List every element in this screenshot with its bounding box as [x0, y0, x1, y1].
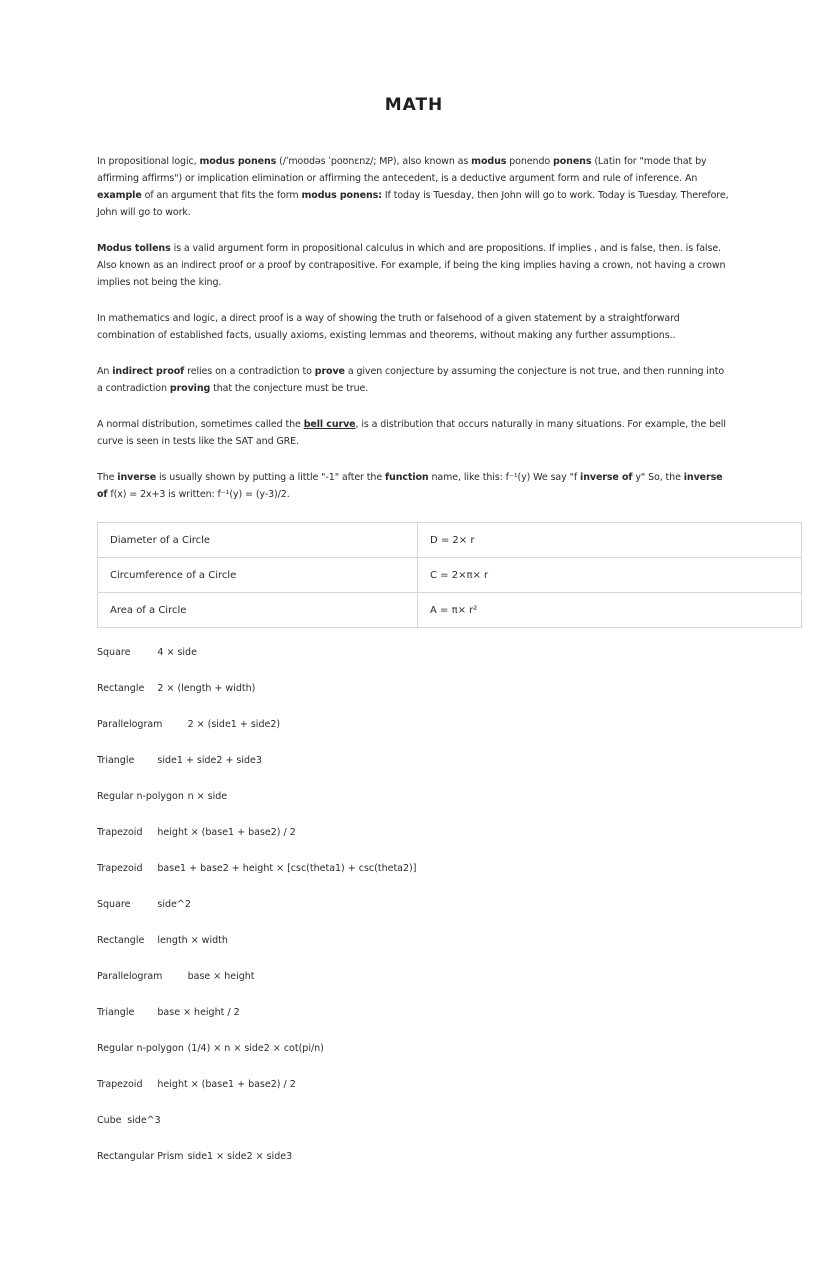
formula-list: [97, 644, 828, 1165]
paragraph-modus-ponens: In propositional logic, modus ponens (/ˈmoʊdəs ˈpoʊnɛnz/; MP), also known as modus ponendo ponens (Latin for "mode that by affirming affirms") or implication elimination or affirming the antecedent, is a deductive argument form and rule of inference. An example of an argument that fits the form modus ponens: If today is Tuesday, then John will go to work. Today is Tuesday. Therefore, John will go to work.: [97, 156, 729, 218]
paragraph-modus-tollens: Modus tollens is a valid argument form in propositional calculus in which and are propositions. If implies , and is false, then. is false. Also known as an indirect proof or a proof by contrapositive. For example, if being the king implies having a crown, not having a crown implies not being the king.: [97, 243, 726, 288]
table-cell-formula: A = π× r²: [418, 593, 802, 628]
table-row-area: [98, 593, 802, 628]
formula-list-item-trapezoid-area: Trapezoid height × (base1 + base2) / 2: [97, 827, 296, 838]
document-title: MATH: [384, 95, 444, 115]
formula-list-item-regular-n-polygon-perimeter: Regular n-polygon n × side: [97, 791, 228, 802]
formula-list-item-cube-volume: Cube side^3: [97, 1115, 161, 1126]
formula-list-item-square-area: Square side^2: [97, 899, 191, 910]
paragraph-inverse-function: The inverse is usually shown by putting a little "-1" after the function name, like this: f⁻¹(y) We say "f inverse of y" So, the inverse of f(x) = 2x+3 is written: f⁻¹(y) = (y-3)/2.: [97, 472, 723, 500]
table-cell-label: Area of a Circle: [98, 593, 418, 628]
document-content: [97, 153, 828, 1165]
formula-list-item-rectangular-prism-volume: Rectangular Prism side1 × side2 × side3: [97, 1151, 293, 1162]
formula-list-item-triangle-perimeter: Triangle side1 + side2 + side3: [97, 755, 262, 766]
formula-list-item-trapezoid-perimeter: Trapezoid base1 + base2 + height × [csc(theta1) + csc(theta2)]: [97, 863, 417, 874]
table-row-circumference: [98, 558, 802, 593]
table-cell-label: Diameter of a Circle: [98, 523, 418, 558]
formula-list-item-trapezoid-area-2: Trapezoid height × (base1 + base2) / 2: [97, 1079, 296, 1090]
paragraph-normal-distribution: A normal distribution, sometimes called the bell curve, is a distribution that occurs naturally in many situations. For example, the bell curve is seen in tests like the SAT and GRE.: [97, 419, 726, 447]
formula-list-item-rectangle-area: Rectangle length × width: [97, 935, 228, 946]
formula-list-item-triangle-area: Triangle base × height / 2: [97, 1007, 240, 1018]
table-cell-formula: D = 2× r: [418, 523, 802, 558]
circle-formula-table: [97, 522, 802, 628]
formula-list-item-parallelogram-perimeter: Parallelogram 2 × (side1 + side2): [97, 719, 281, 730]
circle-formula-table-body: [98, 523, 802, 628]
formula-list-item-regular-n-polygon-area: Regular n-polygon (1/4) × n × side2 × cot(pi/n): [97, 1043, 324, 1054]
paragraph-indirect-proof: An indirect proof relies on a contradiction to prove a given conjecture by assuming the conjecture is not true, and then running into a contradiction proving that the conjecture must be true.: [97, 366, 725, 394]
formula-list-item-parallelogram-area: Parallelogram base × height: [97, 971, 255, 982]
paragraph-direct-proof: In mathematics and logic, a direct proof is a way of showing the truth or falsehood of a given statement by a straightforward combination of established facts, usually axioms, existing lemmas and theorems, without making any further assumptions..: [97, 313, 680, 341]
formula-list-item-rectangle-perimeter: Rectangle 2 × (length + width): [97, 683, 256, 694]
formula-list-item-square-perimeter: Square 4 × side: [97, 647, 197, 658]
table-row-diameter: [98, 523, 802, 558]
table-cell-formula: C = 2×π× r: [418, 558, 802, 593]
table-cell-label: Circumference of a Circle: [98, 558, 418, 593]
